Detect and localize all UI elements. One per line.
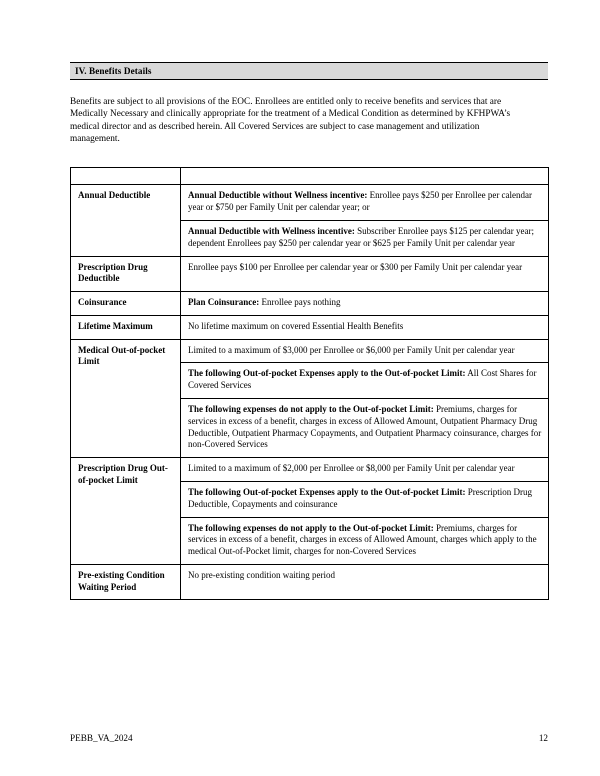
row-label (71, 168, 181, 185)
table-row (71, 564, 549, 600)
row-value-medical-oop-max: Limited to a maximum of $3,000 per Enrollee or $6,000 per Family Unit per calendar year (181, 339, 549, 363)
table-row (71, 185, 549, 221)
row-value-lifetime-maximum: No lifetime maximum on covered Essential Health Benefits (181, 315, 549, 339)
table-row (71, 256, 549, 292)
table-row (71, 292, 549, 316)
footer-document-id: PEBB_VA_2024 (70, 733, 133, 743)
row-value-rx-oop-max: Limited to a maximum of $2,000 per Enrollee or $8,000 per Family Unit per calendar year (181, 458, 549, 482)
section-heading: IV. Benefits Details (70, 62, 548, 80)
row-value-rx-oop-applies (181, 481, 549, 517)
table-row (71, 315, 549, 339)
row-value-annual-deductible-with-wellness (181, 221, 549, 257)
row-value-medical-oop-not-applies (181, 399, 549, 458)
row-value-annual-deductible-without-wellness (181, 185, 549, 221)
row-value (181, 168, 549, 185)
row-label-lifetime-maximum: Lifetime Maximum (71, 315, 181, 339)
bold-lead: The following Out-of-pocket Expenses apply to the Out-of-pocket Limit: (188, 486, 466, 497)
row-label-medical-oop-limit: Medical Out-of-pocket Limit (71, 339, 181, 457)
benefits-details-table (70, 167, 549, 600)
table-row (71, 458, 549, 482)
value-text: All Cost Shares for Covered Services (188, 368, 537, 391)
row-label-coinsurance: Coinsurance (71, 292, 181, 316)
footer-page-number: 12 (538, 733, 548, 743)
table-row (71, 168, 549, 185)
bold-lead: Plan Coinsurance: (188, 297, 260, 308)
value-text: Premiums, charges for services in excess of a benefit, charges in excess of Allowed Amount, Outpatient Pharmacy Drug Deductible, Outpatient Pharmacy Copayments, and Outpatient Pharmacy coinsurance, charges for non-Covered Services (188, 404, 542, 450)
row-value-coinsurance (181, 292, 549, 316)
bold-lead: Annual Deductible without Wellness incentive: (188, 190, 368, 201)
row-label-annual-deductible: Annual Deductible (71, 185, 181, 256)
table-row (71, 339, 549, 363)
value-text: Prescription Drug Deductible, Copayments and coinsurance (188, 486, 532, 509)
bold-lead: The following expenses do not apply to the Out-of-pocket Limit: (188, 404, 434, 415)
row-label-rx-oop-limit: Prescription Drug Out-of-pocket Limit (71, 458, 181, 565)
value-text: Premiums, charges for services in excess of a benefit, charges in excess of Allowed Amount, charges which apply to the medical Out-of-Pocket limit, charges for non-Covered Services (188, 522, 537, 557)
row-value-preexisting-condition: No pre-existing condition waiting period (181, 564, 549, 600)
value-text: Subscriber Enrollee pays $125 per calendar year; dependent Enrollees pay $250 per calendar year or $625 per Family Unit per calendar year (188, 226, 535, 248)
value-text: Enrollee pays nothing (261, 297, 341, 308)
value-text: Enrollee pays $250 per Enrollee per calendar year or $750 per Family Unit per calendar year; or (188, 190, 533, 213)
section-intro-paragraph: Benefits are subject to all provisions of the EOC. Enrollees are entitled only to receive benefits and services that are Medically Necessary and clinically appropriate for the treatment of a Medical Condition as determined by KFHPWA’s medical director and as described herein. All Covered Services are subject to case management and utilization management. (70, 97, 511, 145)
row-label-preexisting-condition: Pre-existing Condition Waiting Period (71, 564, 181, 600)
row-value-medical-oop-applies (181, 363, 549, 399)
bold-lead: The following expenses do not apply to the Out-of-pocket Limit: (188, 522, 434, 533)
row-label-prescription-drug-deductible: Prescription Drug Deductible (71, 256, 181, 292)
page-footer (70, 733, 548, 743)
bold-lead: Annual Deductible with Wellness incentive: (188, 226, 355, 236)
row-value-prescription-drug-deductible: Enrollee pays $100 per Enrollee per calendar year or $300 per Family Unit per calendar year (181, 256, 549, 292)
bold-lead: The following Out-of-pocket Expenses apply to the Out-of-pocket Limit: (188, 368, 466, 379)
row-value-rx-oop-not-applies (181, 517, 549, 564)
